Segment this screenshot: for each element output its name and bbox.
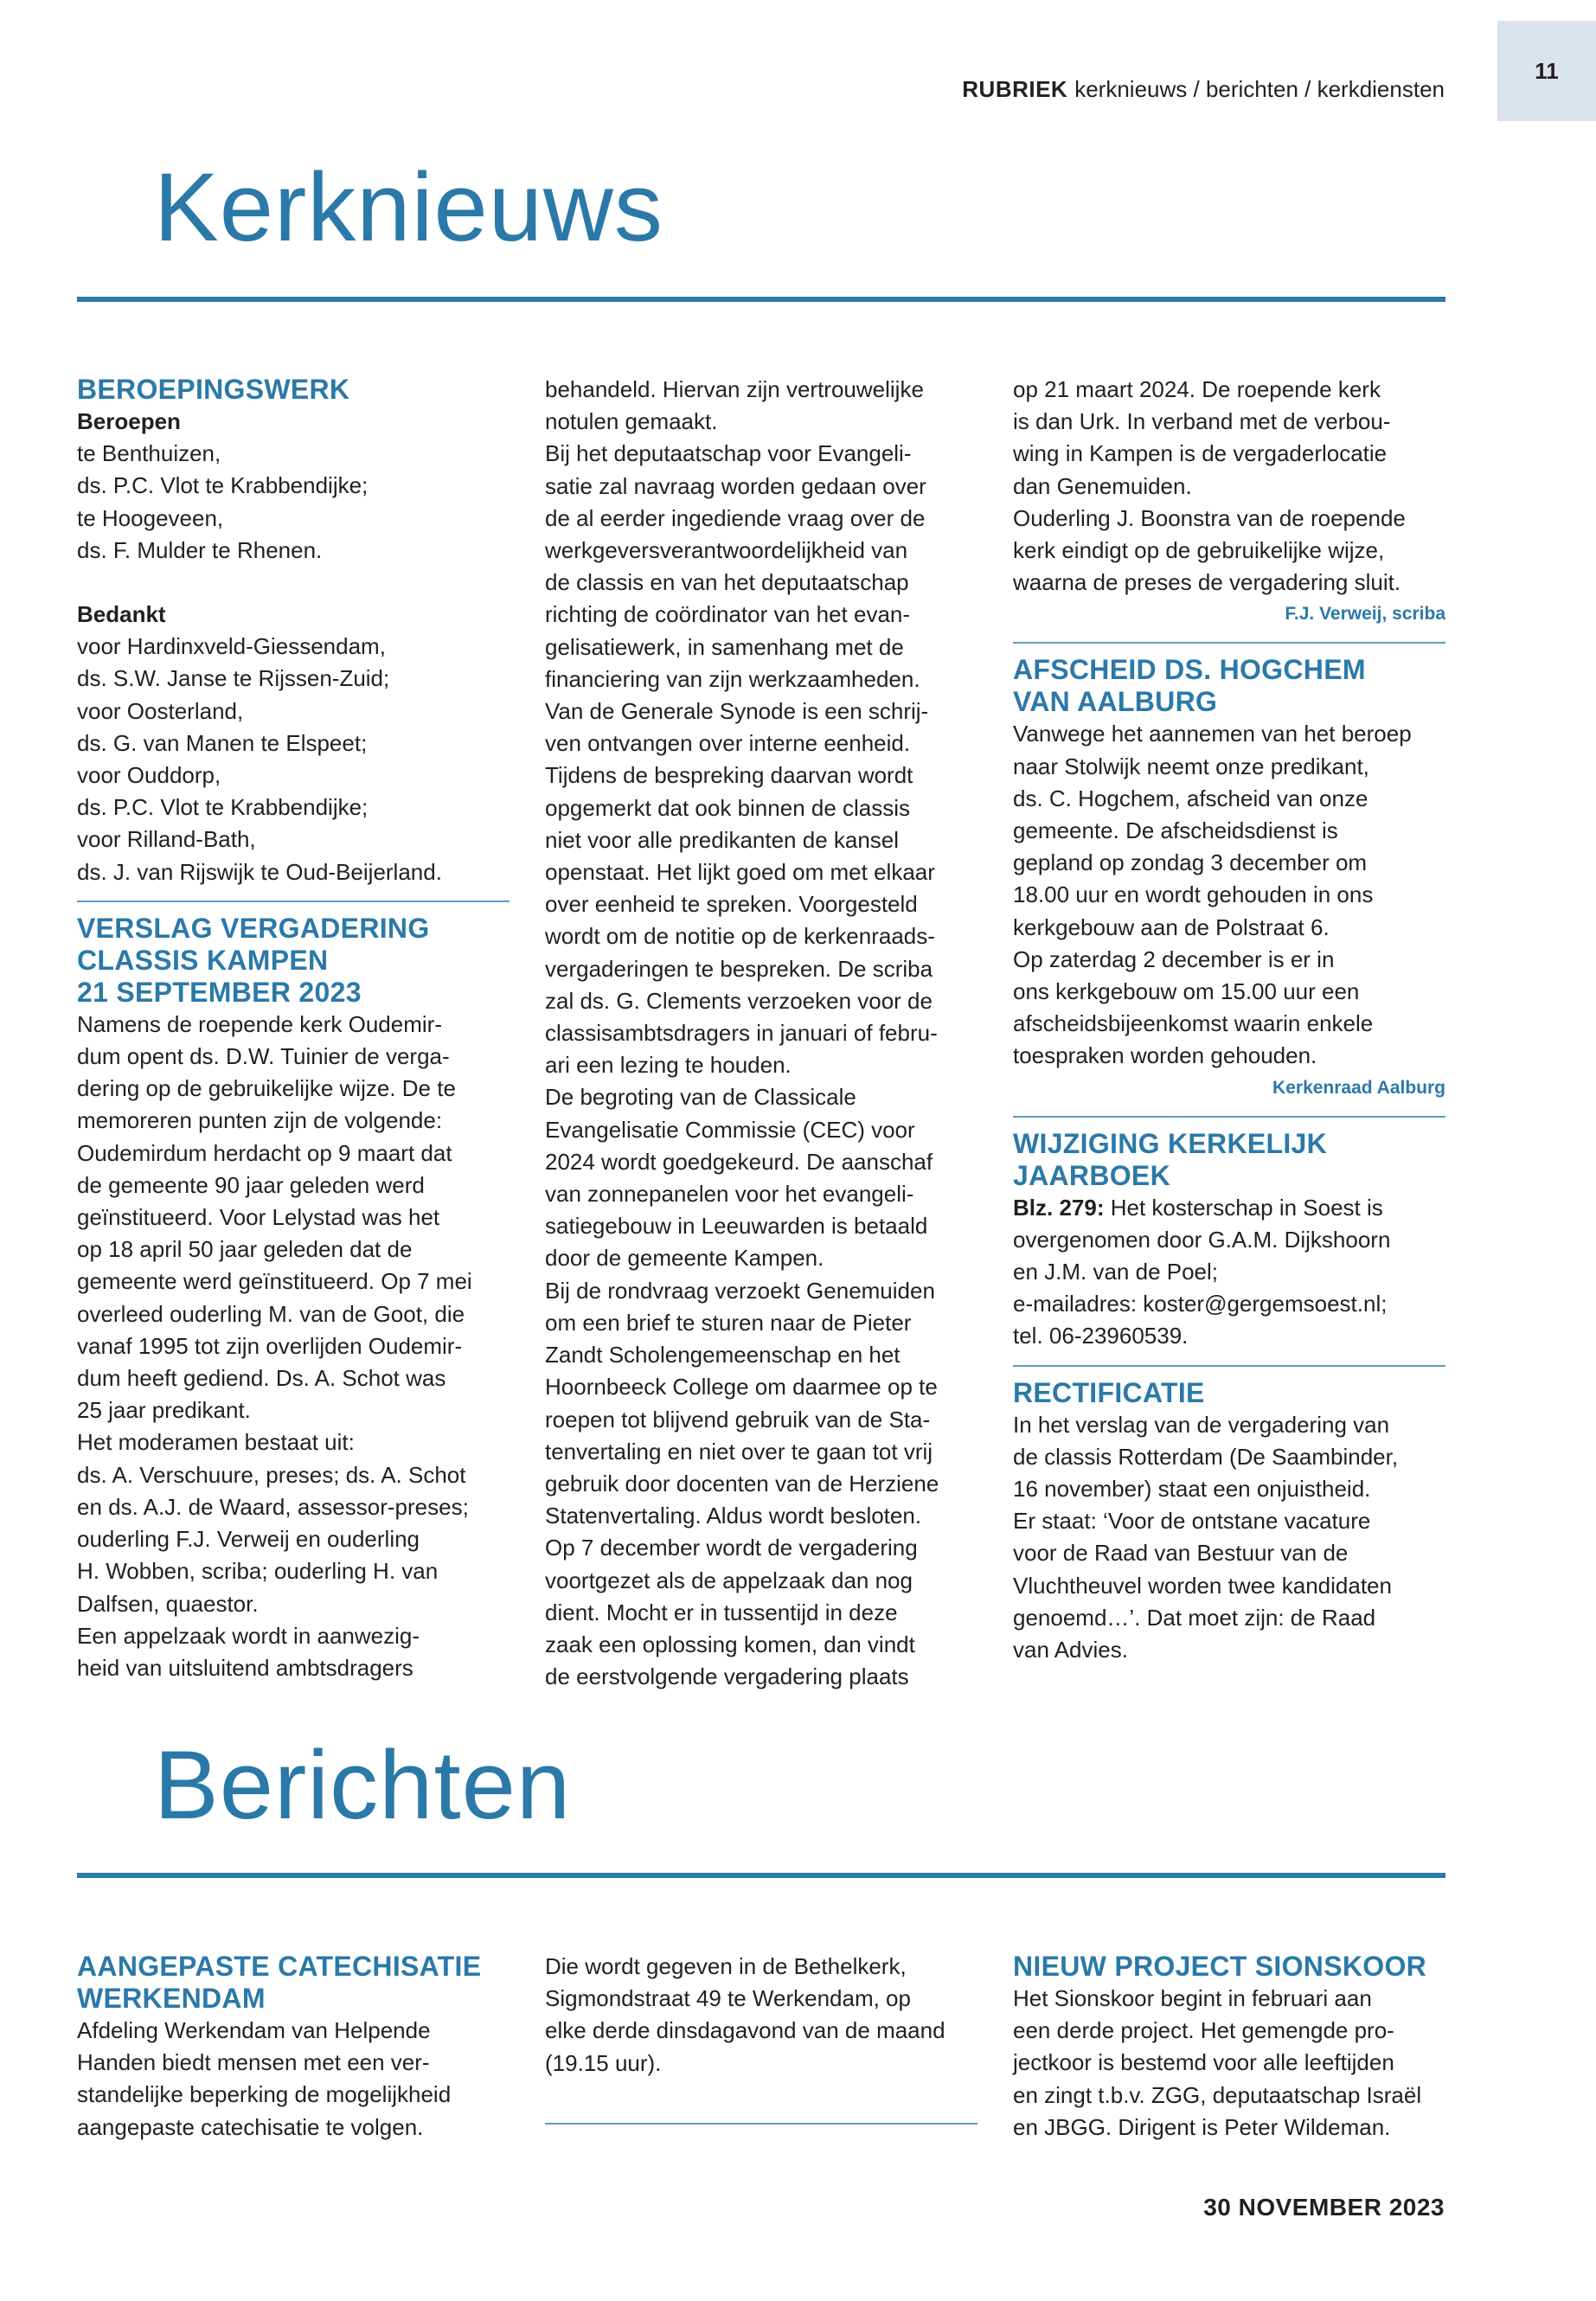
- text-line: H. Wobben, scriba; ouderling H. van: [77, 1558, 439, 1585]
- heading-line: WERKENDAM: [77, 1983, 266, 2014]
- text-line: Bij de rondvraag verzoekt Genemuiden: [545, 1277, 935, 1304]
- text-line: geïnstitueerd. Voor Lelystad was het: [77, 1204, 440, 1231]
- text-line: kerkgebouw aan de Polstraat 6.: [1013, 913, 1330, 940]
- text-line: ds. G. van Manen te Elspeet;: [77, 729, 368, 756]
- text-line: Namens de roepende kerk Oudemir-: [77, 1010, 442, 1037]
- text-line: Die wordt gegeven in de Bethelkerk,: [545, 1953, 907, 1979]
- text-line: voor Oosterland,: [77, 697, 244, 724]
- text-line: standelijke beperking de mogelijkheid: [77, 2081, 452, 2108]
- text-line: Het moderamen bestaat uit:: [77, 1429, 355, 1456]
- text-line: 2024 wordt goedgekeurd. De aanschaf: [545, 1148, 933, 1175]
- text-line: financiering van zijn werkzaamheden.: [545, 665, 920, 692]
- text-line: aangepaste catechisatie te volgen.: [77, 2113, 424, 2140]
- heading-line: JAARBOEK: [1013, 1159, 1170, 1191]
- text-line: opgemerkt dat ook binnen de classis: [545, 794, 911, 821]
- text-line: gebruik door docenten van de Herziene: [545, 1470, 939, 1497]
- text-line: is dan Urk. In verband met de verbou-: [1013, 408, 1391, 435]
- text-line: Hoornbeeck College om daarmee op te: [545, 1374, 938, 1400]
- issue-date: 30 NOVEMBER 2023: [1203, 2194, 1445, 2221]
- text-line: ds. S.W. Janse te Rijssen-Zuid;: [77, 665, 390, 692]
- verslag-heading: [77, 913, 510, 1009]
- divider: [1013, 1116, 1445, 1118]
- rubriek-text: kerknieuws / berichten / kerkdiensten: [1074, 76, 1445, 102]
- beroepen-list: [77, 438, 510, 567]
- text-line: te Benthuizen,: [77, 440, 221, 467]
- text-line: op 18 april 50 jaar geleden dat de: [77, 1236, 413, 1263]
- bedankt-list: [77, 631, 510, 888]
- page-number: 11: [1497, 21, 1596, 121]
- berichten-title: Berichten: [154, 1731, 572, 1839]
- text-line: Een appelzaak wordt in aanwezig-: [77, 1622, 420, 1649]
- text-line: en JBGG. Dirigent is Peter Wildeman.: [1013, 2113, 1391, 2140]
- text-line: gemeente werd geïnstitueerd. Op 7 mei: [77, 1268, 472, 1295]
- verslag-body: [77, 1009, 510, 1684]
- text-line: overgenomen door G.A.M. Dijkshoorn: [1013, 1226, 1391, 1253]
- berichten-column-3: [1013, 1951, 1445, 2144]
- text-line: Zandt Scholengemeenschap en het: [545, 1342, 901, 1368]
- text-line: [1013, 1192, 1445, 1224]
- text-line: ds. P.C. Vlot te Krabbendijke;: [77, 794, 369, 821]
- text-line: om een brief te sturen naar de Pieter: [545, 1309, 912, 1336]
- text-line: Vanwege het aannemen van het beroep: [1013, 721, 1412, 747]
- heading-line: CLASSIS KAMPEN: [77, 944, 329, 976]
- text-line: niet voor alle predikanten de kansel: [545, 826, 900, 853]
- text-line: (19.15 uur).: [545, 2049, 662, 2076]
- text-line: ari een lezing te houden.: [545, 1052, 792, 1079]
- wijziging-page-ref: Blz. 279:: [1013, 1194, 1105, 1221]
- text-line: ds. J. van Rijswijk te Oud-Beijerland.: [77, 858, 442, 885]
- divider: [545, 2123, 977, 2125]
- text-line: Handen biedt mensen met een ver-: [77, 2049, 430, 2076]
- text-line: In het verslag van de vergadering van: [1013, 1411, 1390, 1438]
- text-line: Tijdens de bespreking daarvan wordt: [545, 762, 913, 789]
- text-line: over eenheid te spreken. Voorgesteld: [545, 891, 918, 918]
- afscheid-body: [1013, 718, 1445, 1072]
- bedankt-label: Bedankt: [77, 601, 166, 628]
- text-line: Van de Generale Synode is een schrij-: [545, 698, 929, 725]
- text-line: toespraken worden gehouden.: [1013, 1042, 1317, 1069]
- text-line: richting de coördinator van het evan-: [545, 601, 911, 628]
- text-line: voortgezet als de appelzaak dan nog: [545, 1567, 913, 1593]
- text-line: afscheidsbijeenkomst waarin enkele: [1013, 1010, 1374, 1037]
- wijziging-first-line: Het kosterschap in Soest is: [1104, 1194, 1383, 1221]
- text-line: de gemeente 90 jaar geleden werd: [77, 1171, 425, 1198]
- text-line: ven ontvangen over interne eenheid.: [545, 730, 911, 757]
- text-line: ds. A. Verschuure, preses; ds. A. Schot: [77, 1461, 466, 1488]
- text-line: ouderling F.J. Verweij en ouderling: [77, 1526, 420, 1553]
- text-line: dan Genemuiden.: [1013, 472, 1192, 499]
- text-line: 25 jaar predikant.: [77, 1397, 251, 1424]
- berichten-column-1: [77, 1951, 510, 2144]
- text-line: voor de Raad van Bestuur van de: [1013, 1540, 1349, 1567]
- text-line: wing in Kampen is de vergaderlocatie: [1013, 440, 1388, 467]
- text-line: wordt om de notitie op de kerkenraads-: [545, 923, 935, 950]
- kerknieuws-column-1: [77, 374, 510, 1684]
- text-line: vergaderingen te bespreken. De scriba: [545, 955, 933, 982]
- rectificatie-heading: RECTIFICATIE: [1013, 1376, 1205, 1408]
- text-line: ds. P.C. Vlot te Krabbendijke;: [77, 472, 369, 499]
- text-line: De begroting van de Classicale: [545, 1084, 856, 1111]
- text-line: memoreren punten zijn de volgende:: [77, 1107, 443, 1134]
- text-line: Er staat: ‘Voor de ontstane vacature: [1013, 1508, 1371, 1535]
- text-line: voor Rilland-Bath,: [77, 826, 256, 853]
- text-line: zal ds. G. Clements verzoeken voor de: [545, 987, 933, 1014]
- text-line: voor Hardinxveld-Giessendam,: [77, 633, 386, 660]
- text-line: Vluchtheuvel worden twee kandidaten: [1013, 1572, 1392, 1599]
- text-line: Op zaterdag 2 december is er in: [1013, 945, 1335, 972]
- text-line: jectkoor is bestemd voor alle leeftijden: [1013, 2049, 1394, 2076]
- wijziging-body: [1013, 1192, 1445, 1353]
- rubriek-label: RUBRIEK: [962, 76, 1068, 102]
- heading-line: 21 SEPTEMBER 2023: [77, 976, 362, 1008]
- text-line: kerk eindigt op de gebruikelijke wijze,: [1013, 537, 1385, 564]
- wijziging-heading: [1013, 1128, 1445, 1192]
- afscheid-signature: Kerkenraad Aalburg: [1272, 1077, 1445, 1098]
- verslag-signature: F.J. Verweij, scriba: [1285, 604, 1445, 625]
- divider: [1013, 642, 1445, 644]
- beroepen-label: Beroepen: [77, 408, 181, 434]
- kerknieuws-column-2: [545, 374, 977, 1693]
- text-line: gemeente. De afscheidsdienst is: [1013, 817, 1338, 844]
- text-line: tel. 06-23960539.: [1013, 1323, 1189, 1349]
- text-line: openstaat. Het lijkt goed om met elkaar: [545, 859, 935, 886]
- text-line: naar Stolwijk neemt onze predikant,: [1013, 753, 1369, 779]
- text-line: van zonnepanelen voor het evangeli-: [545, 1181, 914, 1208]
- afscheid-heading: [1013, 654, 1445, 718]
- text-line: classisambtsdragers in januari of febru-: [545, 1020, 938, 1047]
- text-line: heid van uitsluitend ambtsdragers: [77, 1654, 413, 1681]
- berichten-column-2: [545, 1951, 977, 2135]
- text-line: Afdeling Werkendam van Helpende: [77, 2017, 431, 2043]
- text-line: en J.M. van de Poel;: [1013, 1259, 1219, 1285]
- verslag-continued: [1013, 374, 1445, 599]
- beroepingswerk-heading: BEROEPINGSWERK: [77, 374, 350, 405]
- text-line: notulen gemaakt.: [545, 408, 718, 435]
- kerknieuws-title: Kerknieuws: [154, 153, 663, 261]
- text-line: Oudemirdum herdacht op 9 maart dat: [77, 1139, 452, 1166]
- text-line: Statenvertaling. Aldus wordt besloten.: [545, 1503, 922, 1529]
- divider: [77, 901, 510, 902]
- text-line: Sigmondstraat 49 te Werkendam, op: [545, 1985, 911, 2012]
- text-line: vanaf 1995 tot zijn overlijden Oudemir-: [77, 1332, 463, 1359]
- text-line: Bij het deputaatschap voor Evangeli-: [545, 440, 912, 467]
- text-line: Dalfsen, quaestor.: [77, 1590, 259, 1617]
- sionskoor-heading: NIEUW PROJECT SIONSKOOR: [1013, 1951, 1427, 1982]
- text-line: en ds. A.J. de Waard, assessor-preses;: [77, 1493, 469, 1520]
- text-line: 16 november) staat een onjuistheid.: [1013, 1476, 1371, 1503]
- heading-line: VERSLAG VERGADERING: [77, 912, 430, 944]
- text-line: Het Sionskoor begint in februari aan: [1013, 1985, 1372, 2011]
- divider: [1013, 1365, 1445, 1367]
- text-line: behandeld. Hiervan zijn vertrouwelijke: [545, 376, 924, 402]
- text-line: door de gemeente Kampen.: [545, 1245, 824, 1272]
- text-line: dient. Mocht er in tussentijd in deze: [545, 1599, 898, 1625]
- text-line: dum opent ds. D.W. Tuinier de verga-: [77, 1043, 450, 1070]
- text-line: een derde project. Het gemengde pro-: [1013, 2017, 1394, 2044]
- text-line: de classis Rotterdam (De Saambinder,: [1013, 1443, 1399, 1470]
- running-header: [962, 76, 1445, 103]
- text-line: elke derde dinsdagavond van de maand: [545, 2017, 945, 2044]
- text-line: de eerstvolgende vergadering plaats: [545, 1663, 909, 1690]
- text-line: waarna de preses de vergadering sluit.: [1013, 569, 1401, 596]
- text-line: en zingt t.b.v. ZGG, deputaatschap Israël: [1013, 2081, 1422, 2108]
- heading-line: WIJZIGING KERKELIJK: [1013, 1127, 1328, 1159]
- text-line: de al eerder ingediende vraag over de: [545, 504, 926, 531]
- text-line: 18.00 uur en wordt gehouden in ons: [1013, 881, 1374, 908]
- text-line: Op 7 december wordt de vergadering: [545, 1535, 918, 1561]
- berichten-rule: [77, 1873, 1445, 1878]
- text-line: Ouderling J. Boonstra van de roepende: [1013, 504, 1406, 531]
- heading-line: AANGEPASTE CATECHISATIE: [77, 1951, 482, 1982]
- text-line: satie zal navraag worden gedaan over: [545, 472, 926, 499]
- text-line: tenvertaling en niet over te gaan tot vrij: [545, 1438, 933, 1465]
- text-line: ds. F. Mulder te Rhenen.: [77, 536, 323, 563]
- text-line: dering op de gebruikelijke wijze. De te: [77, 1075, 456, 1102]
- text-line: Evangelisatie Commissie (CEC) voor: [545, 1116, 915, 1143]
- text-line: satiegebouw in Leeuwarden is betaald: [545, 1213, 928, 1240]
- text-line: de classis en van het deputaatschap: [545, 569, 909, 596]
- heading-line: VAN AALBURG: [1013, 686, 1218, 718]
- kerknieuws-rule: [77, 297, 1445, 302]
- text-line: zaak een oplossing komen, dan vindt: [545, 1631, 915, 1657]
- text-line: ds. C. Hogchem, afscheid van onze: [1013, 785, 1368, 811]
- text-line: gepland op zondag 3 december om: [1013, 849, 1368, 876]
- catechisatie-heading: [77, 1951, 510, 2015]
- text-line: genoemd…’. Dat moet zijn: de Raad: [1013, 1604, 1376, 1631]
- text-line: werkgeversverantwoordelijkheid van: [545, 537, 908, 564]
- text-line: te Hoogeveen,: [77, 504, 224, 531]
- text-line: dum heeft gediend. Ds. A. Schot was: [77, 1365, 446, 1392]
- text-line: gelisatiewerk, in samenhang met de: [545, 633, 904, 660]
- text-line: overleed ouderling M. van de Goot, die: [77, 1300, 465, 1327]
- text-line: roepen tot blijvend gebruik van de Sta-: [545, 1406, 931, 1433]
- heading-line: AFSCHEID DS. HOGCHEM: [1013, 654, 1366, 686]
- text-line: ons kerkgebouw om 15.00 uur een: [1013, 978, 1360, 1005]
- text-line: op 21 maart 2024. De roepende kerk: [1013, 376, 1381, 402]
- rectificatie-body: [1013, 1409, 1445, 1667]
- text-line: van Advies.: [1013, 1637, 1128, 1663]
- text-line: e-mailadres: koster@gergemsoest.nl;: [1013, 1291, 1388, 1317]
- kerknieuws-column-3: [1013, 374, 1445, 1666]
- text-line: voor Ouddorp,: [77, 762, 221, 789]
